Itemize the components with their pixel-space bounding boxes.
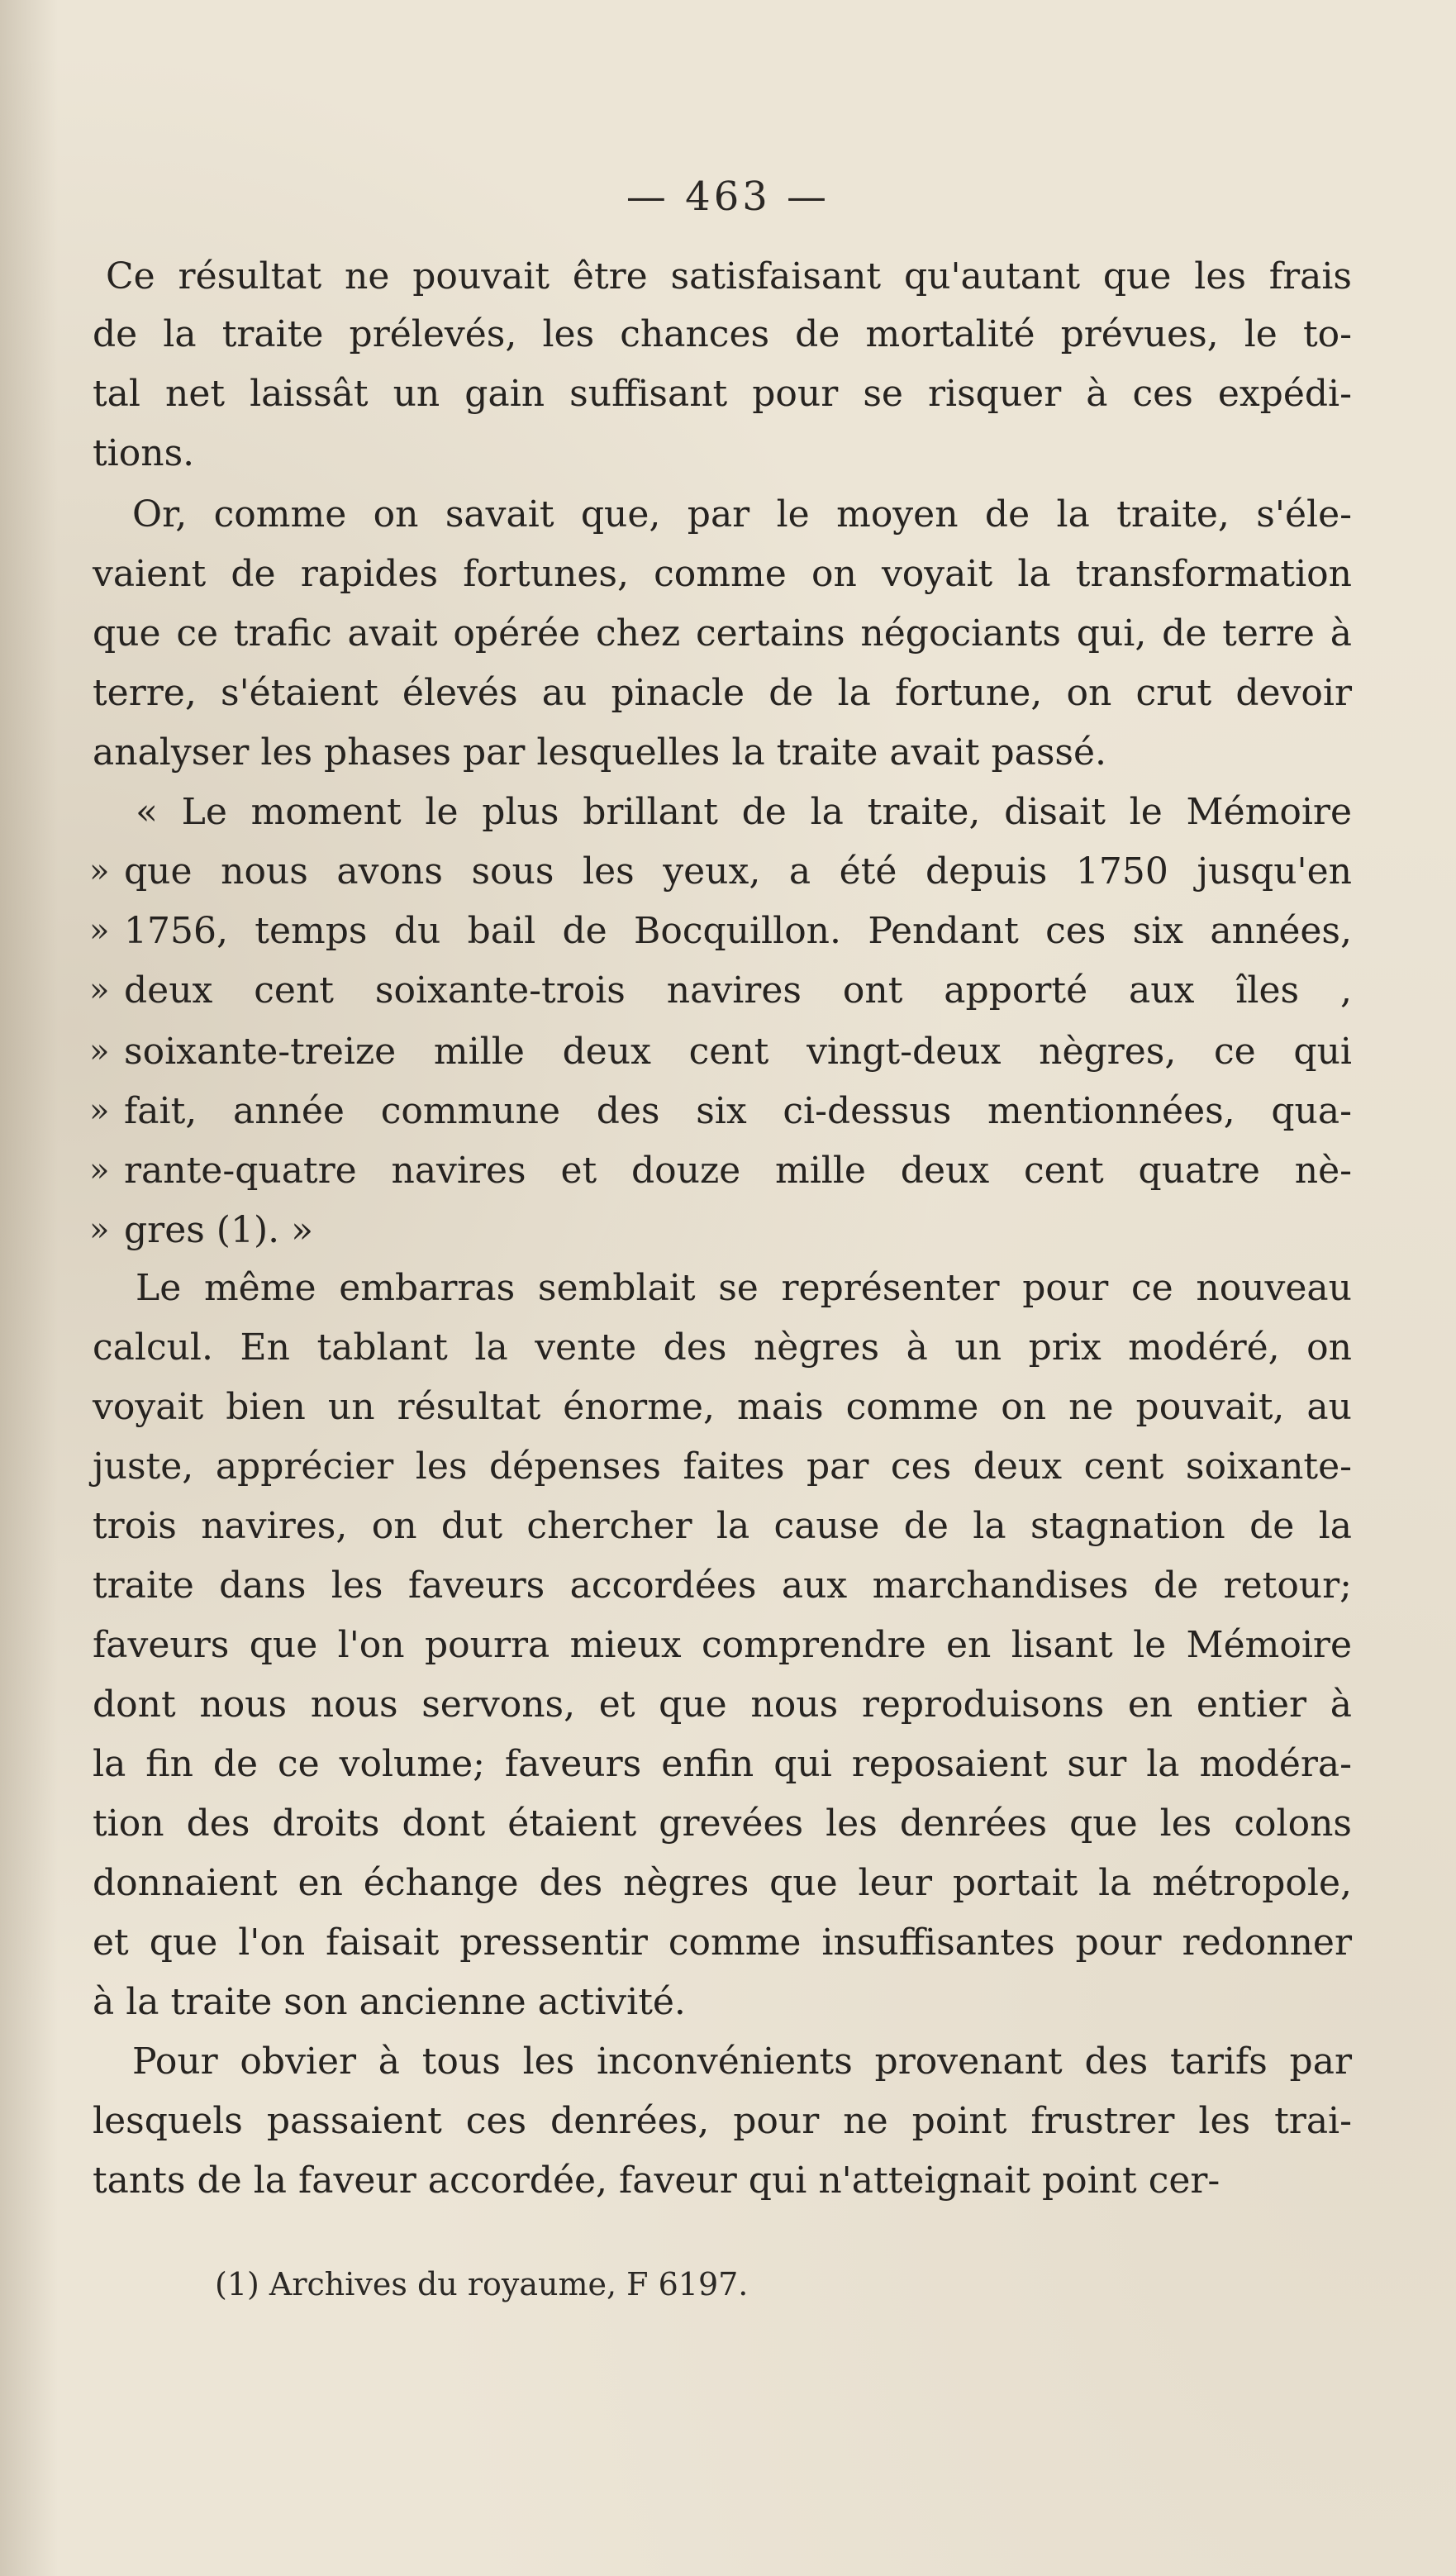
text-line (0, 902, 1456, 960)
quote-mark: » (89, 1211, 110, 1249)
text-line (0, 1974, 1456, 2031)
text-line-content: lesquels passaient ces denrées, pour ne point frustrer les trai- (93, 2100, 1352, 2142)
text-line (0, 306, 1456, 364)
text-line-content: voyait bien un résultat énorme, mais comme on ne pouvait, au (93, 1386, 1352, 1428)
text-line (0, 1617, 1456, 1674)
quote-mark: » (89, 852, 110, 890)
text-line-content: « Le moment le plus brillant de la traite, disait le Mémoire (136, 791, 1352, 833)
text-line-content: trois navires, on dut chercher la cause de la stagnation de la (93, 1505, 1352, 1547)
page-number: — 463 — (626, 174, 830, 220)
text-line-content: que nous avons sous les yeux, a été depuis 1750 jusqu'en (124, 850, 1352, 893)
text-line (0, 1259, 1456, 1317)
text-line-content: rante-quatre navires et douze mille deux cent quatre nè- (124, 1150, 1352, 1192)
text-line-content: dont nous nous servons, et que nous reproduisons en entier à (93, 1683, 1352, 1726)
text-line (0, 2093, 1456, 2150)
text-line (0, 724, 1456, 782)
text-line-content: et que l'on faisait pressentir comme insuffisantes pour redonner (93, 1921, 1352, 1964)
text-line (0, 1319, 1456, 1377)
text-line-content: la fin de ce volume; faveurs enfin qui reposaient sur la modéra- (93, 1743, 1352, 1785)
text-line-content: tal net laissât un gain suffisant pour se risquer à ces expédi- (93, 373, 1352, 415)
text-line (0, 1438, 1456, 1496)
text-line (0, 1378, 1456, 1436)
text-line-content: Ce résultat ne pouvait être satisfaisant qu'autant que les frais (106, 255, 1352, 298)
text-line (0, 1914, 1456, 1972)
quote-mark: » (89, 1151, 110, 1189)
text-line (0, 1142, 1456, 1200)
text-line (0, 1498, 1456, 1555)
text-line (0, 605, 1456, 663)
text-line-content: traite dans les faveurs accordées aux marchandises de retour; (93, 1564, 1352, 1607)
text-line-content: gres (1). » (124, 1209, 314, 1251)
text-line (0, 486, 1456, 544)
text-line-content: soixante-treize mille deux cent vingt-deux nègres, ce qui (124, 1031, 1352, 1073)
footnote: (1) Archives du royaume, F 6197. (215, 2266, 749, 2302)
text-line-content: donnaient en échange des nègres que leur portait la métropole, (93, 1862, 1352, 1904)
text-line (0, 2033, 1456, 2091)
text-line-content: fait, année commune des six ci-dessus mentionnées, qua- (124, 1090, 1352, 1132)
text-line (0, 664, 1456, 722)
text-line-content: 1756, temps du bail de Bocquillon. Pendant ces six années, (124, 910, 1352, 952)
text-line-content: deux cent soixante-trois navires ont apporté aux îles , (124, 969, 1352, 1012)
quote-mark: » (89, 1032, 110, 1070)
text-line-content: analyser les phases par lesquelles la traite avait passé. (93, 731, 1107, 774)
text-line-content: Pour obvier à tous les inconvénients provenant des tarifs par (132, 2040, 1352, 2083)
text-line-content: tions. (93, 432, 195, 474)
text-line (0, 545, 1456, 603)
text-line-content: faveurs que l'on pourra mieux comprendre en lisant le Mémoire (93, 1624, 1352, 1666)
text-line-content: à la traite son ancienne activité. (93, 1981, 686, 2023)
text-line (0, 1855, 1456, 1912)
text-line-content: Or, comme on savait que, par le moyen de la traite, s'éle- (132, 493, 1352, 536)
text-line (0, 1676, 1456, 1734)
text-line-content: que ce trafic avait opérée chez certains négociants qui, de terre à (93, 612, 1352, 655)
text-line (0, 1202, 1456, 1259)
quote-mark: » (89, 971, 110, 1009)
text-line (0, 1083, 1456, 1140)
text-line-content: vaient de rapides fortunes, comme on voyait la transformation (93, 553, 1352, 595)
text-line-content: juste, apprécier les dépenses faites par ces deux cent soixante- (93, 1445, 1352, 1488)
text-line (0, 843, 1456, 901)
text-line-content: de la traite prélevés, les chances de mortalité prévues, le to- (93, 313, 1352, 355)
text-line (0, 783, 1456, 841)
text-line (0, 1736, 1456, 1793)
quote-mark: » (89, 912, 110, 950)
text-line-content: tants de la faveur accordée, faveur qui n'atteignait point cer- (93, 2159, 1220, 2202)
text-line-content: tion des droits dont étaient grevées les denrées que les colons (93, 1802, 1352, 1845)
text-line-content: Le même embarras semblait se représenter pour ce nouveau (136, 1267, 1352, 1309)
text-line-content: terre, s'étaient élevés au pinacle de la fortune, on crut devoir (93, 672, 1352, 714)
text-line (0, 425, 1456, 483)
text-line-content: calcul. En tablant la vente des nègres à un prix modéré, on (93, 1326, 1352, 1369)
text-line (0, 1795, 1456, 1853)
text-line (0, 1023, 1456, 1081)
text-line (0, 2152, 1456, 2210)
text-line (0, 248, 1456, 306)
text-line (0, 365, 1456, 423)
text-line (0, 1557, 1456, 1615)
text-line (0, 962, 1456, 1020)
quote-mark: » (89, 1092, 110, 1130)
